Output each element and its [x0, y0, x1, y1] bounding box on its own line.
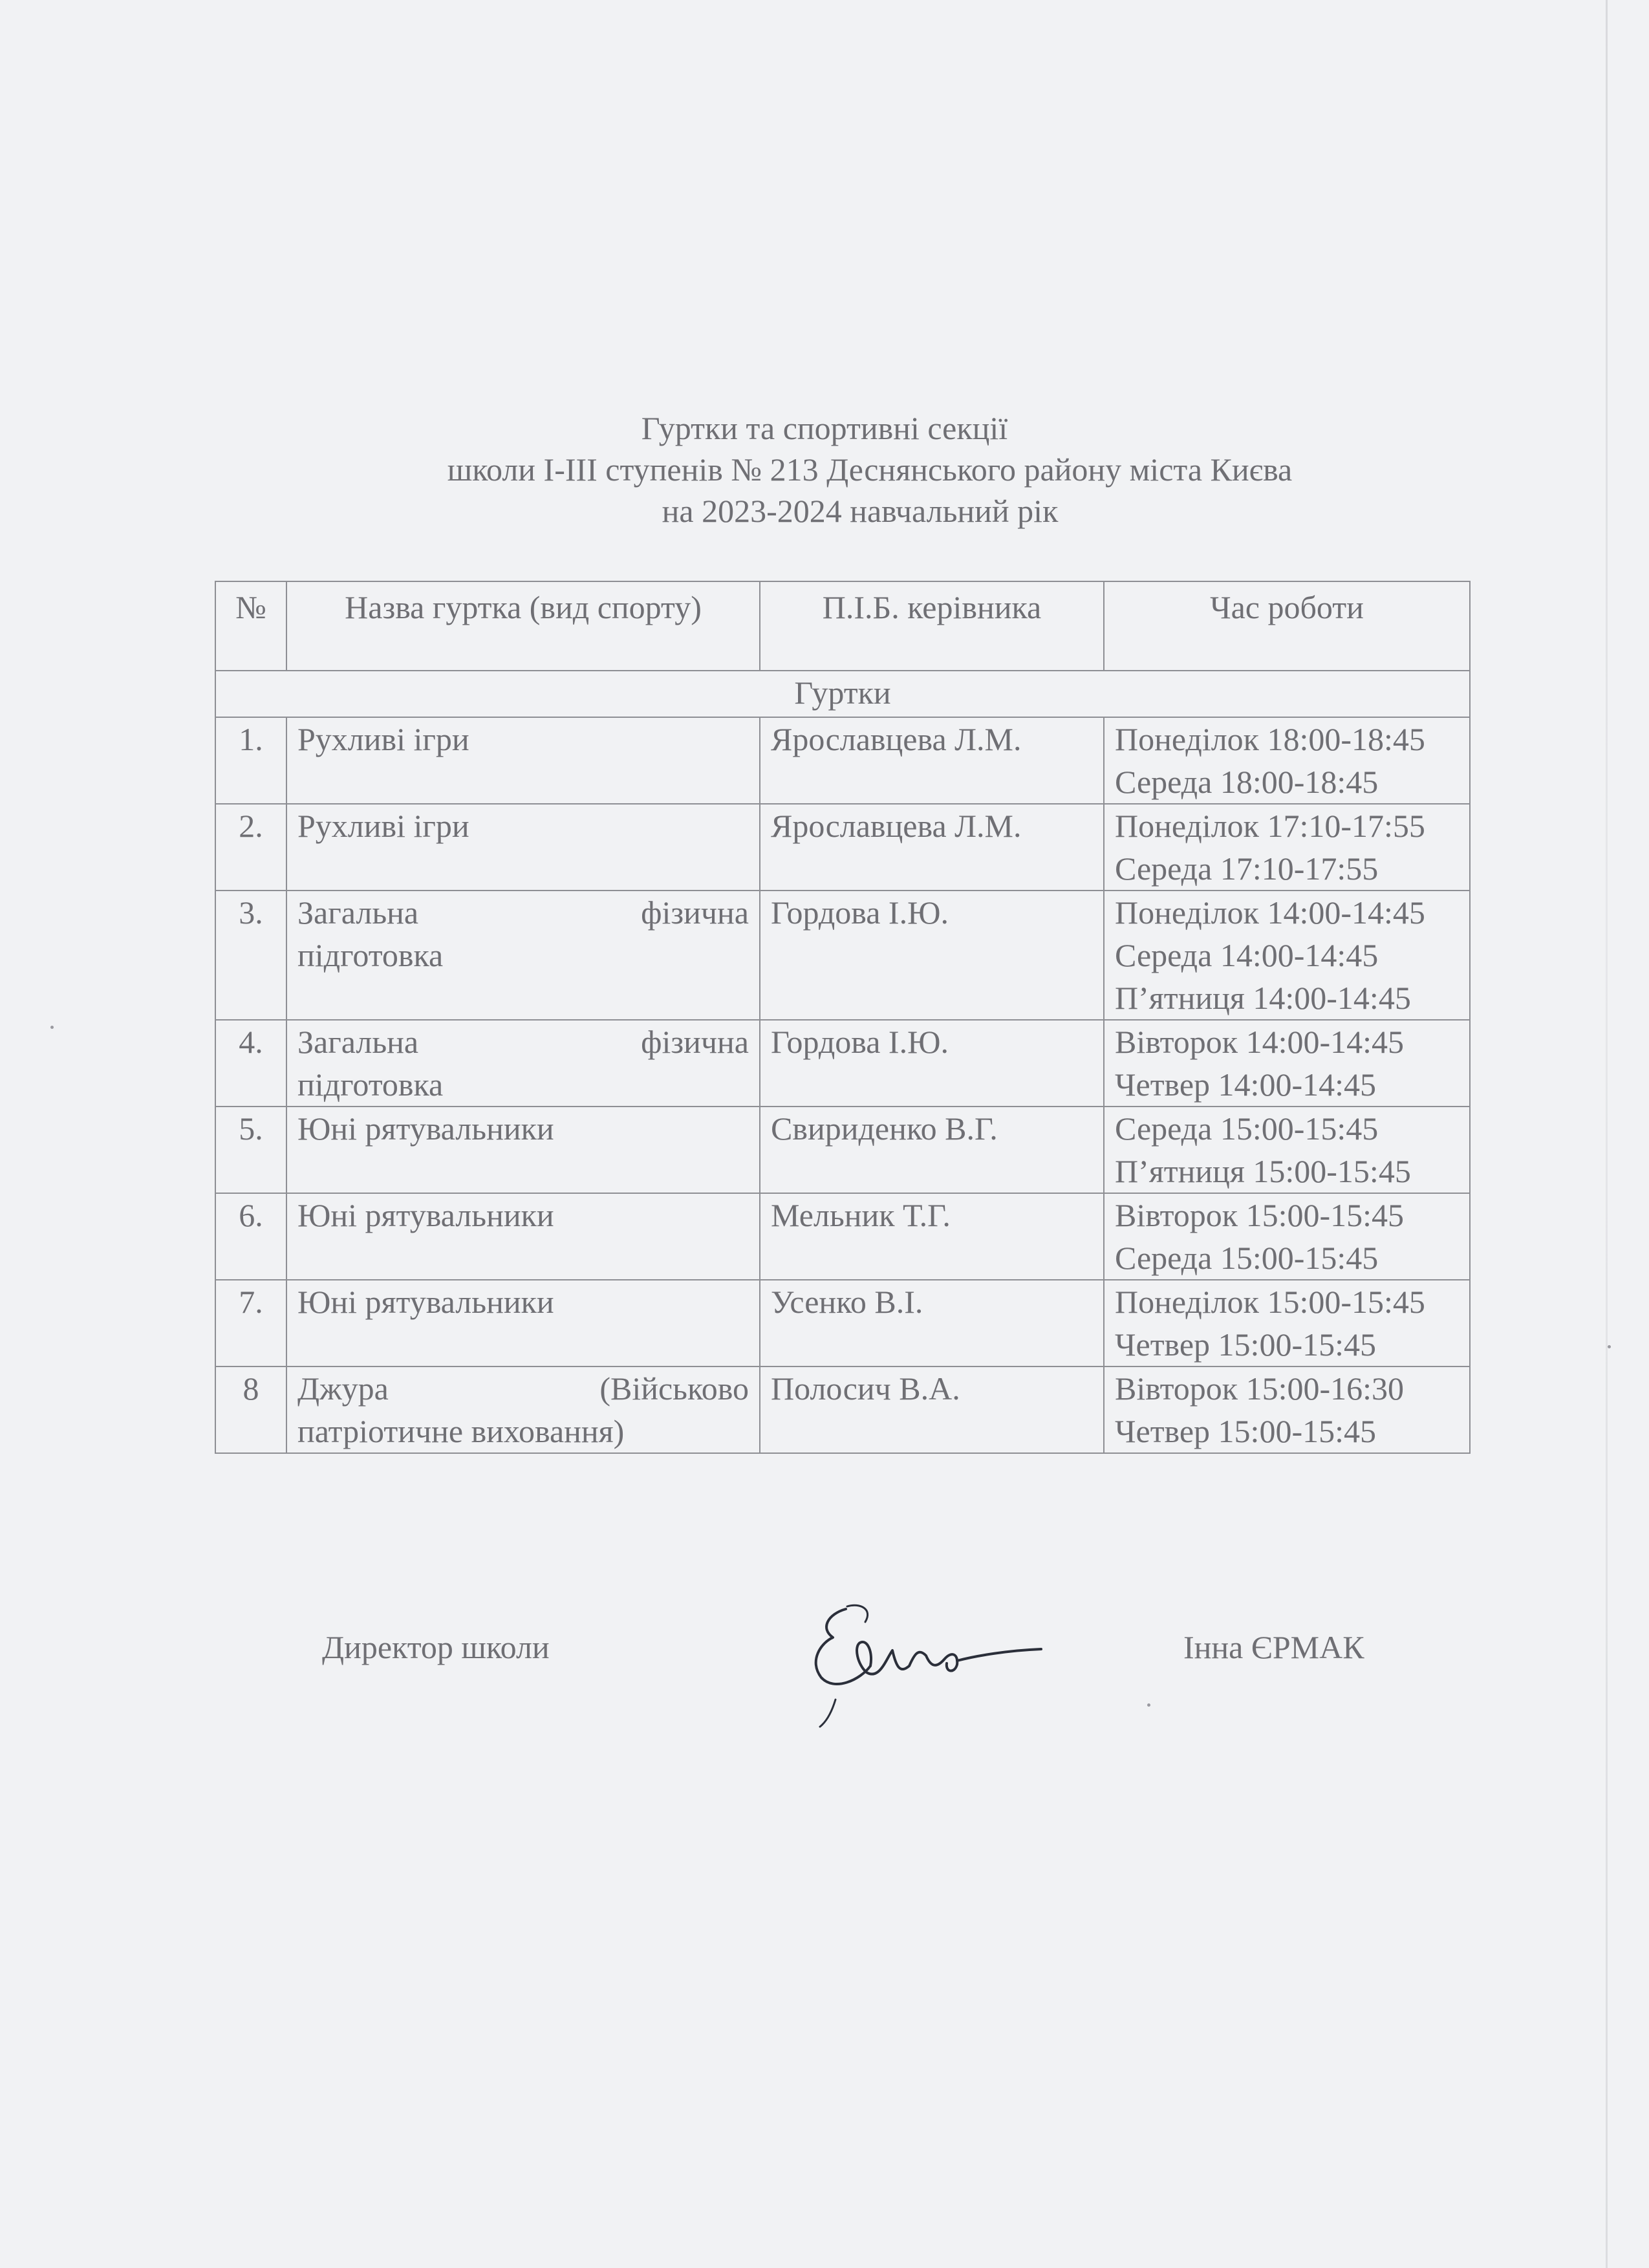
table-row [215, 1280, 1470, 1366]
heading-title: Гуртки та спортивні секції [641, 410, 1008, 446]
leader-name: Ярославцева Л.М. [760, 717, 1104, 804]
club-name: Юні рятувальники [286, 1280, 760, 1366]
club-name-line: підготовка [297, 1066, 444, 1103]
row-number: 4. [215, 1020, 286, 1107]
table-row [215, 1193, 1470, 1280]
paper-speck [1608, 1345, 1611, 1348]
row-number: 6. [215, 1193, 286, 1280]
club-name: Юні рятувальники [286, 1107, 760, 1193]
schedule-line: П’ятниця 15:00-15:45 [1115, 1153, 1411, 1189]
table-row [215, 1366, 1470, 1453]
club-name: Юні рятувальники [286, 1193, 760, 1280]
header-leader: П.І.Б. керівника [760, 581, 1104, 671]
schedule-line: Понеділок 14:00-14:45 [1115, 894, 1425, 931]
leader-name: Ярославцева Л.М. [760, 804, 1104, 891]
table-row [215, 1020, 1470, 1107]
signer-name: Інна ЄРМАК [1183, 1629, 1364, 1665]
club-name: Рухливі ігри [286, 804, 760, 891]
row-number: 8 [215, 1366, 286, 1453]
schedule-line: Вівторок 14:00-14:45 [1115, 1024, 1405, 1060]
club-name-line: Джура (Військово [297, 1370, 749, 1407]
clubs-table [215, 581, 1471, 1454]
table-row [215, 717, 1470, 804]
table-row [215, 1107, 1470, 1193]
signer-role: Директор школи [322, 1629, 550, 1665]
schedule-line: Середа 14:00-14:45 [1115, 937, 1379, 973]
schedule-cell [1104, 1107, 1470, 1193]
document-heading [0, 407, 1649, 532]
paper-speck [1147, 1703, 1150, 1707]
club-name-line: патріотичне [297, 1413, 464, 1449]
schedule-line: Понеділок 17:10-17:55 [1115, 808, 1425, 844]
schedule-line: Середа 17:10-17:55 [1115, 850, 1379, 887]
club-name [286, 1020, 760, 1107]
header-number: № [215, 581, 286, 671]
schedule-cell [1104, 1193, 1470, 1280]
row-number: 2. [215, 804, 286, 891]
club-name [286, 1366, 760, 1453]
section-row [215, 671, 1470, 717]
schedule-cell [1104, 1366, 1470, 1453]
header-schedule: Час роботи [1104, 581, 1470, 671]
row-number: 1. [215, 717, 286, 804]
leader-name: Гордова І.Ю. [760, 891, 1104, 1020]
row-number: 5. [215, 1107, 286, 1193]
table-row [215, 804, 1470, 891]
table-row [215, 891, 1470, 1020]
row-number: 3. [215, 891, 286, 1020]
schedule-line: Четвер 15:00-15:45 [1115, 1413, 1376, 1449]
leader-name: Мельник Т.Г. [760, 1193, 1104, 1280]
schedule-line: Четвер 15:00-15:45 [1115, 1326, 1376, 1363]
schedule-line: Середа 18:00-18:45 [1115, 764, 1379, 800]
schedule-cell [1104, 1280, 1470, 1366]
club-name-line: підготовка [297, 937, 444, 973]
handwritten-signature [782, 1583, 1054, 1738]
table-header-row [215, 581, 1470, 671]
leader-name: Усенко В.І. [760, 1280, 1104, 1366]
section-label: Гуртки [215, 671, 1470, 717]
schedule-line: Понеділок 18:00-18:45 [1115, 721, 1425, 757]
row-number: 7. [215, 1280, 286, 1366]
club-name-line: Загальна фізична [297, 1024, 749, 1060]
schedule-line: Середа 15:00-15:45 [1115, 1240, 1379, 1276]
leader-name: Полосич В.А. [760, 1366, 1104, 1453]
leader-name: Гордова І.Ю. [760, 1020, 1104, 1107]
schedule-line: Понеділок 15:00-15:45 [1115, 1284, 1425, 1320]
schedule-line: Вівторок 15:00-16:30 [1115, 1370, 1405, 1407]
club-name-line: виховання) [471, 1413, 625, 1449]
schedule-cell [1104, 1020, 1470, 1107]
schedule-line: Четвер 14:00-14:45 [1115, 1066, 1376, 1103]
heading-school: школи І-ІІІ ступенів № 213 Деснянського району міста Києва [447, 451, 1293, 488]
schedule-line: Вівторок 15:00-15:45 [1115, 1197, 1405, 1233]
schedule-cell [1104, 717, 1470, 804]
club-name: Рухливі ігри [286, 717, 760, 804]
schedule-line: П’ятниця 14:00-14:45 [1115, 980, 1411, 1016]
paper-speck [50, 1026, 54, 1029]
schedule-line: Середа 15:00-15:45 [1115, 1110, 1379, 1147]
schedule-cell [1104, 804, 1470, 891]
club-name-line: Загальна фізична [297, 894, 749, 931]
club-name [286, 891, 760, 1020]
heading-year: на 2023-2024 навчальний рік [662, 493, 1059, 529]
paper-edge [1606, 0, 1608, 2268]
schedule-cell [1104, 891, 1470, 1020]
header-club-name: Назва гуртка (вид спорту) [286, 581, 760, 671]
leader-name: Свириденко В.Г. [760, 1107, 1104, 1193]
